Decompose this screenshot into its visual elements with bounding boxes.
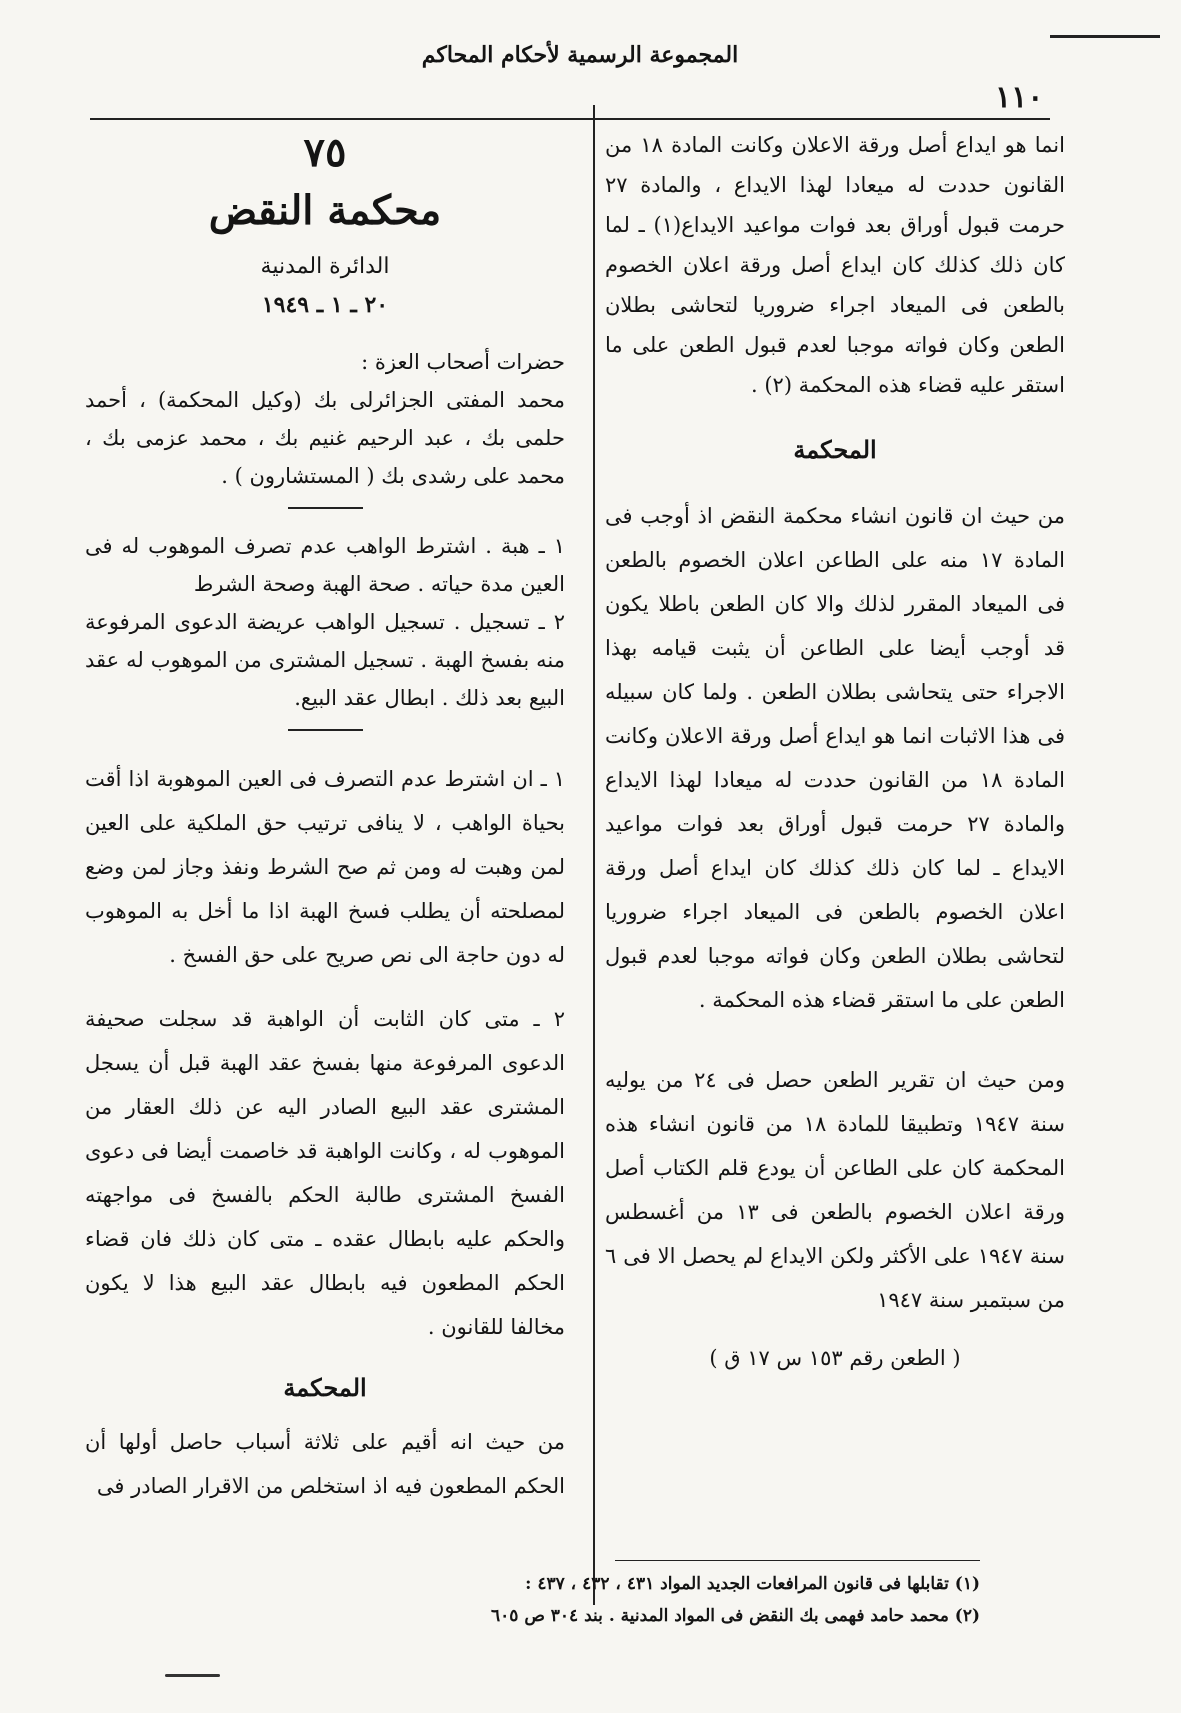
- header-rule: [90, 118, 1050, 120]
- court-reasoning-heading: المحكمة: [793, 435, 877, 464]
- division: الدائرة المدنية: [260, 254, 390, 279]
- column-divider: [593, 105, 595, 1605]
- legal-principle-1: ١ ـ ان اشترط عدم التصرف فى العين الموهوبة اذا أقت بحياة الواهب ، لا ينافى ترتيب حق الملكية على العين لمن وهبت له ومن ثم صح الشرط ونفذ وجاز لمن وضع لمصلحته أن يطلب فسخ الهبة اذا ما أخل به الموهوب له دون حاجة الى نص صريح على حق الفسخ .: [85, 767, 565, 967]
- reasoning-paragraph-1: من حيث ان قانون انشاء محكمة النقض اذ أوجب فى المادة ١٧ منه على الطاعن اعلان الخصوم بالطعن فى الميعاد المقرر لذلك والا كان الطعن باطلا يكون قد أوجب أيضا على الطاعن أن يثبت قيامه بهذا الاجراء حتى يتحاشى بطلان الطعن . ولما كان سبيله فى هذا الاثبات انما هو ايداع أصل ورقة الاعلان وكانت المادة ١٨ من القانون حددت له ميعادا لهذا الايداع والمادة ٢٧ حرمت قبول أوراق بعد فوات مواعيد الايداع ـ لما كان ذلك كذلك كان ايداع أصل ورقة اعلان الخصوم بالطعن فى الميعاد اجراء ضروريا لتحاشى بطلان الطعن وكان فواته موجبا لعدم قبول الطعن على ما استقر قضاء هذه المحكمة .: [605, 504, 1065, 1012]
- judges-list: محمد المفتى الجزائرلى بك (وكيل المحكمة) ، أحمد حلمى بك ، عبد الرحيم غنيم بك ، محمد عزمى بك ، محمد على رشدى بك ( المستشارون ) .: [85, 388, 565, 488]
- case-number: ٧٥: [303, 129, 347, 176]
- left-column: [85, 125, 565, 1508]
- footnote-1: (١) تقابلها فى قانون المرافعات الجديد المواد ٤٣١ ، ٤٣٢ ، ٤٣٧ :: [525, 1574, 980, 1594]
- summary-item-1: ١ ـ هبة . اشترط الواهب عدم تصرف الموهوب له فى العين مدة حياته . صحة الهبة وصحة الشرط: [85, 534, 565, 596]
- page-number: ١١٠: [995, 80, 1044, 115]
- separator-rule: [288, 507, 363, 509]
- court-reasoning-heading: المحكمة: [283, 1373, 367, 1402]
- footnotes: [320, 1568, 980, 1632]
- appeal-reference: ( الطعن رقم ١٥٣ س ١٧ ق ): [709, 1346, 961, 1370]
- judges-intro: حضرات أصحاب العزة :: [361, 350, 565, 374]
- footnote-2: (٢) محمد حامد فهمى بك النقض فى المواد المدنية . بند ٣٠٤ ص ٦٠٥: [491, 1606, 980, 1626]
- running-header-title: المجموعة الرسمية لأحكام المحاكم: [421, 42, 739, 68]
- judgment-date: ٢٠ ـ ١ ـ ١٩٤٩: [261, 292, 389, 318]
- reasoning-paragraph-2: ومن حيث ان تقرير الطعن حصل فى ٢٤ من يوليه سنة ١٩٤٧ وتطبيقا للمادة ١٨ من قانون انشاء هذه المحكمة كان على الطاعن أن يودع قلم الكتاب أصل ورقة اعلان الخصوم بالطعن فى ١٣ من أغسطس سنة ١٩٤٧ على الأكثر ولكن الايداع لم يحصل الا فى ٦ من سبتمبر سنة ١٩٤٧: [605, 1068, 1066, 1312]
- right-column: [605, 125, 1065, 1380]
- print-smudge: [165, 1674, 220, 1677]
- separator-rule: [288, 729, 363, 731]
- legal-principle-2: ٢ ـ متى كان الثابت أن الواهبة قد سجلت صحيفة الدعوى المرفوعة منها بفسخ عقد الهبة قبل أن يسجل المشترى عقد البيع الصادر اليه عن ذلك العقار من الموهوب له ، وكانت الواهبة قد خاصمت أيضا فى دعوى الفسخ المشترى طالبة الحكم بالفسخ فى مواجهته والحكم عليه بابطال عقده ـ متى كان ذلك فان قضاء الحكم المطعون فيه بابطال عقد البيع هذا لا يكون مخالفا للقانون .: [85, 1007, 565, 1339]
- summary-item-2: ٢ ـ تسجيل . تسجيل الواهب عريضة الدعوى المرفوعة منه بفسخ الهبة . تسجيل المشترى من الموهوب له عقد البيع بعد ذلك . ابطال عقد البيع.: [85, 610, 565, 710]
- court-name: محكمة النقض: [208, 187, 442, 234]
- continued-paragraph: انما هو ايداع أصل ورقة الاعلان وكانت المادة ١٨ من القانون حددت له ميعادا لهذا الايداع ، والمادة ٢٧ حرمت قبول أوراق بعد فوات مواعيد الايداع(١) ـ لما كان ذلك كذلك كان ايداع أصل ورقة اعلان الخصوم بالطعن فى الميعاد اجراء ضروريا لتحاشى بطلان الطعن وكان فواته موجبا لعدم قبول الطعن على ما استقر عليه قضاء هذه المحكمة (٢) .: [605, 133, 1065, 397]
- corner-rule: [1050, 35, 1160, 38]
- footnote-rule: [615, 1560, 980, 1561]
- reasoning-paragraph-start: من حيث انه أقيم على ثلاثة أسباب حاصل أولها أن الحكم المطعون فيه اذ استخلص من الاقرار الصادر فى: [85, 1430, 565, 1498]
